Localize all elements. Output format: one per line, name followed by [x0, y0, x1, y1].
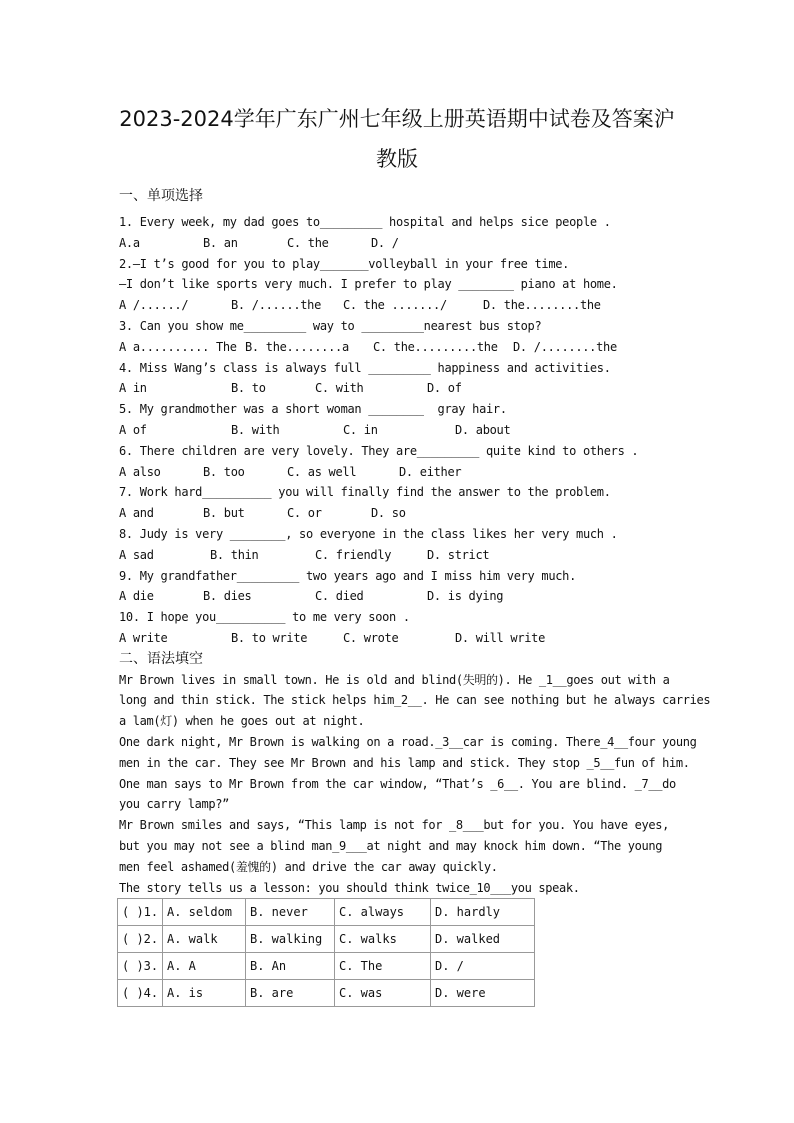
option-b: B. the........a — [245, 340, 349, 354]
table-cell: C. The — [335, 953, 431, 980]
table-cell: B. never — [246, 899, 335, 926]
option-a: A also — [119, 465, 161, 479]
table-row — [118, 980, 535, 1007]
question-stem: 7. Work hard__________ you will finally find the answer to the problem. — [119, 485, 611, 499]
option-a: A a.......... The — [119, 340, 237, 354]
question-options — [119, 547, 679, 563]
option-d: D. about — [455, 423, 511, 437]
question-stem: 10. I hope you__________ to me very soon . — [119, 610, 410, 624]
option-c: C. the — [287, 236, 329, 250]
question-stem: 3. Can you show me_________ way to _________nearest bus stop? — [119, 319, 542, 333]
option-c: C. friendly — [315, 548, 392, 562]
page-title-continued: 教版 — [376, 147, 418, 171]
table-cell: D. / — [431, 953, 535, 980]
passage-line: men feel ashamed(羞愧的) and drive the car away quickly. — [119, 860, 498, 874]
option-b: B. to write — [231, 631, 308, 645]
option-a: A and — [119, 506, 154, 520]
option-b: B. but — [203, 506, 245, 520]
table-cell: A. A — [163, 953, 246, 980]
option-b: B. an — [203, 236, 238, 250]
question-stem: 8. Judy is very ________, so everyone in the class likes her very much . — [119, 527, 618, 541]
question-stem: 2.—I t’s good for you to play_______volleyball in your free time. — [119, 257, 570, 271]
passage-line: The story tells us a lesson: you should think twice_10___you speak. — [119, 881, 580, 895]
option-d: D. the........the — [483, 298, 601, 312]
page-title: 2023-2024学年广东广州七年级上册英语期中试卷及答案沪 — [119, 107, 675, 131]
option-b: B. too — [203, 465, 245, 479]
question-stem: 6. There children are very lovely. They are_________ quite kind to others . — [119, 444, 639, 458]
passage-line: men in the car. They see Mr Brown and his lamp and stick. They stop _5__fun of him. — [119, 756, 690, 770]
option-a: A die — [119, 589, 154, 603]
option-d: D. strict — [427, 548, 490, 562]
table-cell: ( )4. — [118, 980, 163, 1007]
option-d: D. / — [371, 236, 399, 250]
question-options — [119, 297, 679, 313]
option-b: B. to — [231, 381, 266, 395]
option-d: D. will write — [455, 631, 546, 645]
option-b: B. with — [231, 423, 280, 437]
question-stem-line2: —I don’t like sports very much. I prefer to play ________ piano at home. — [119, 277, 618, 291]
passage-line: you carry lamp?” — [119, 797, 229, 811]
option-a: A write — [119, 631, 168, 645]
table-cell: ( )1. — [118, 899, 163, 926]
option-d: D. is dying — [427, 589, 504, 603]
option-b: B. dies — [203, 589, 252, 603]
table-cell: D. were — [431, 980, 535, 1007]
passage-line: long and thin stick. The stick helps him_2__. He can see nothing but he always carries — [119, 693, 711, 707]
passage-line: One dark night, Mr Brown is walking on a road._3__car is coming. There_4__four young — [119, 735, 697, 749]
table-cell: C. walks — [335, 926, 431, 953]
option-c: C. the.........the — [373, 340, 498, 354]
option-c: C. died — [315, 589, 364, 603]
option-d: D. of — [427, 381, 462, 395]
option-c: C. or — [287, 506, 322, 520]
table-cell: C. always — [335, 899, 431, 926]
question-options — [119, 422, 679, 438]
table-cell: ( )3. — [118, 953, 163, 980]
option-a: A sad — [119, 548, 154, 562]
question-stem: 1. Every week, my dad goes to_________ hospital and helps sice people . — [119, 215, 611, 229]
table-cell: A. seldom — [163, 899, 246, 926]
question-options — [119, 235, 679, 251]
passage-line: a lam(灯) when he goes out at night. — [119, 714, 365, 728]
section-heading-single-choice: 一、单项选择 — [119, 188, 203, 204]
table-row — [118, 899, 535, 926]
question-options — [119, 505, 679, 521]
question-options — [119, 380, 679, 396]
option-c: C. in — [343, 423, 378, 437]
table-cell: D. walked — [431, 926, 535, 953]
table-cell: B. are — [246, 980, 335, 1007]
passage-line: Mr Brown smiles and says, “This lamp is not for _8___but for you. You have eyes, — [119, 818, 669, 832]
option-a: A /....../ — [119, 298, 189, 312]
question-options — [119, 630, 679, 646]
passage-line: One man says to Mr Brown from the car window, “That’s _6__. You are blind. _7__do — [119, 777, 676, 791]
section-heading-grammar-fill: 二、语法填空 — [119, 651, 203, 667]
passage-line: but you may not see a blind man_9___at night and may knock him down. “The young — [119, 839, 663, 853]
question-stem: 5. My grandmother was a short woman ________ gray hair. — [119, 402, 507, 416]
option-d: D. either — [399, 465, 462, 479]
option-a: A in — [119, 381, 147, 395]
table-cell: C. was — [335, 980, 431, 1007]
option-b: B. thin — [210, 548, 259, 562]
table-cell: D. hardly — [431, 899, 535, 926]
option-a: A.a — [119, 236, 140, 250]
table-row — [118, 926, 535, 953]
table-cell: A. walk — [163, 926, 246, 953]
table-cell: B. walking — [246, 926, 335, 953]
option-d: D. so — [371, 506, 406, 520]
question-options — [119, 588, 679, 604]
answer-options-table — [117, 898, 535, 1007]
option-a: A of — [119, 423, 147, 437]
question-options — [119, 339, 679, 355]
option-c: C. wrote — [343, 631, 399, 645]
table-cell: B. An — [246, 953, 335, 980]
option-c: C. as well — [287, 465, 357, 479]
table-cell: A. is — [163, 980, 246, 1007]
question-stem: 4. Miss Wang’s class is always full _________ happiness and activities. — [119, 361, 611, 375]
option-d: D. /........the — [513, 340, 617, 354]
question-stem: 9. My grandfather_________ two years ago and I miss him very much. — [119, 569, 577, 583]
question-options — [119, 464, 679, 480]
option-c: C. the ......./ — [343, 298, 447, 312]
option-b: B. /......the — [231, 298, 322, 312]
passage-line: Mr Brown lives in small town. He is old and blind(失明的). He _1__goes out with a — [119, 673, 670, 687]
table-row — [118, 953, 535, 980]
option-c: C. with — [315, 381, 364, 395]
table-cell: ( )2. — [118, 926, 163, 953]
